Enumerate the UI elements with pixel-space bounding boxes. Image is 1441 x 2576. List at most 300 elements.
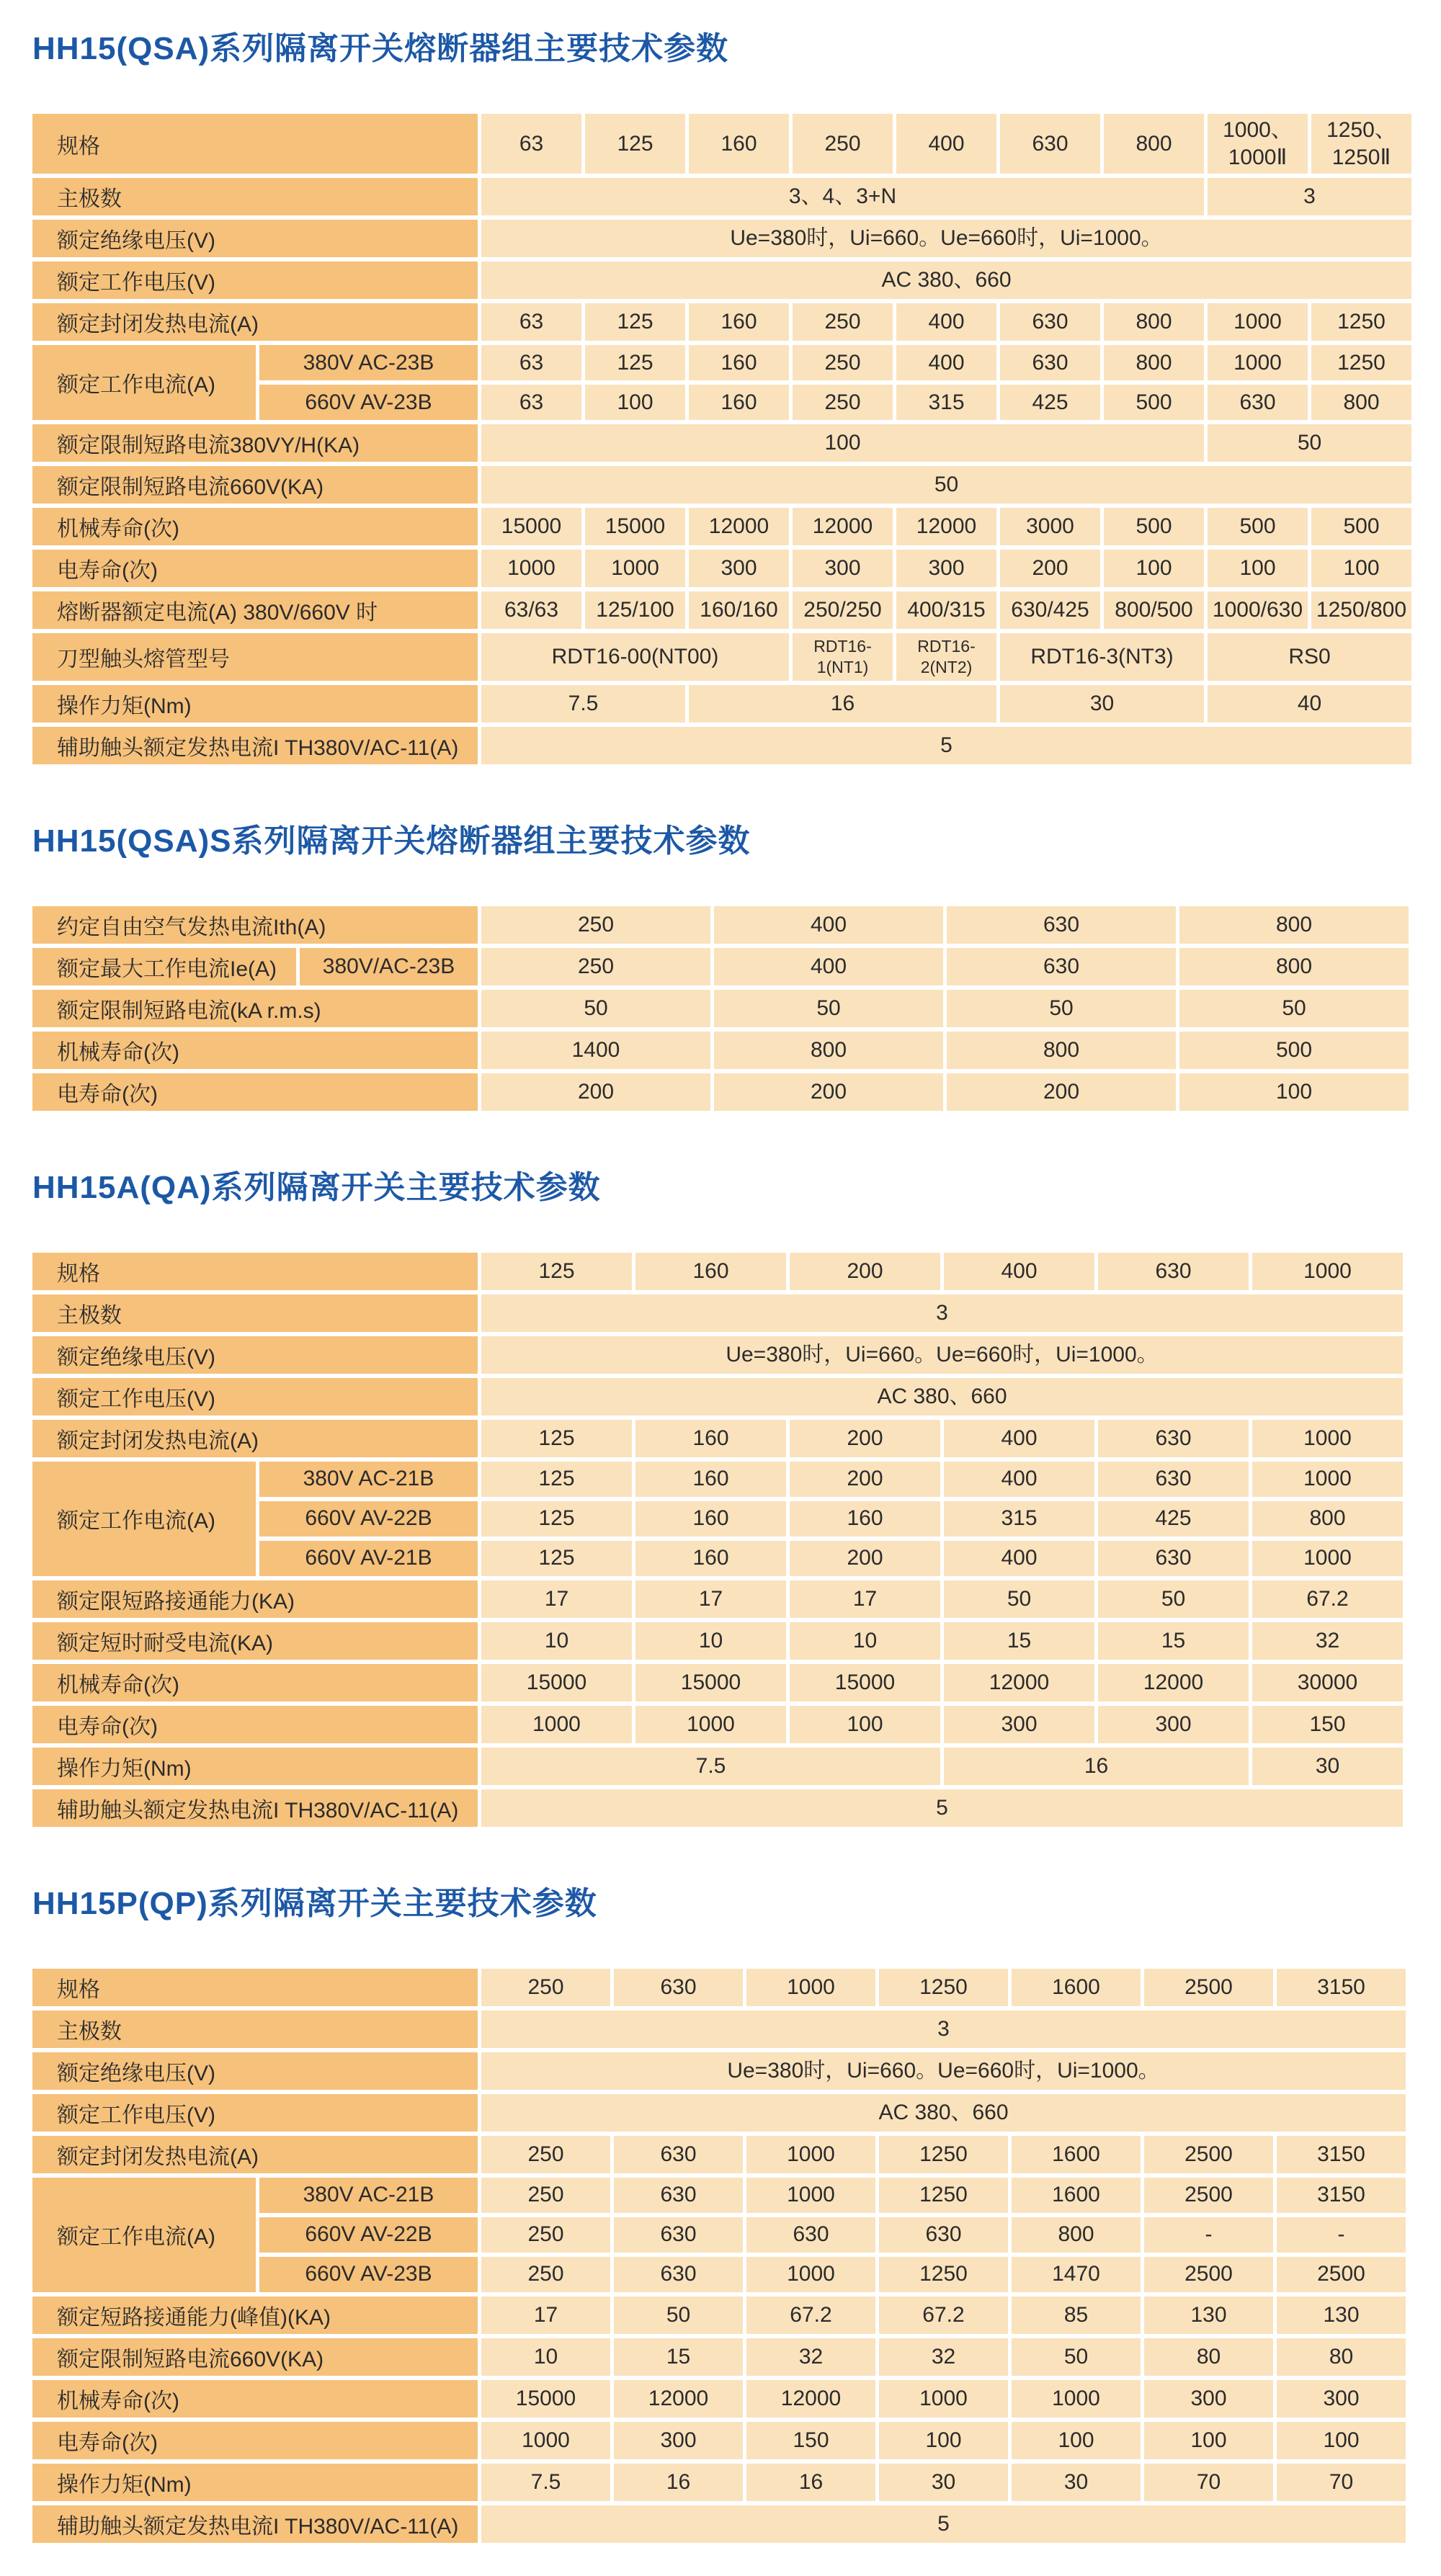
cell-value: 1000 — [1208, 345, 1308, 380]
cell-value: 1000 — [1012, 2380, 1141, 2418]
table-row — [32, 2178, 1406, 2213]
row-label: 额定工作电流(A) — [32, 345, 256, 420]
spec-section-qsa-s — [32, 823, 1419, 1115]
row-label: 电寿命(次) — [32, 2422, 478, 2459]
row-label: 电寿命(次) — [32, 1073, 478, 1111]
table-row — [32, 1378, 1403, 1416]
cell-value: 250 — [793, 385, 893, 420]
cell-value: 1000 — [746, 1969, 875, 2006]
cell-value: 100 — [1277, 2422, 1406, 2459]
cell-value: 3、4、3+N — [481, 178, 1204, 215]
cell-value: 630 — [1208, 385, 1308, 420]
cell-value: 200 — [1000, 550, 1100, 587]
row-label: 主极数 — [32, 178, 478, 215]
cell-value: RS0 — [1208, 633, 1411, 681]
row-label: 额定短路接通能力(峰值)(KA) — [32, 2297, 478, 2334]
cell-value: 150 — [746, 2422, 875, 2459]
cell-value: 200 — [790, 1253, 940, 1290]
table-row — [32, 1294, 1403, 1332]
spec-table-hh15a-qa — [32, 1248, 1419, 1831]
cell-value: Ue=380时，Ui=660。Ue=660时，Ui=1000。 — [481, 220, 1411, 257]
table-row — [32, 2136, 1406, 2173]
cell-value: RDT16-2(NT2) — [896, 633, 996, 681]
cell-value: 15000 — [635, 1664, 786, 1701]
section-title: HH15P(QP)系列隔离开关主要技术参数 — [32, 1885, 597, 1921]
cell-value: 15000 — [481, 2380, 610, 2418]
row-label: 额定工作电流(A) — [32, 1462, 256, 1576]
cell-value: 160 — [635, 1253, 786, 1290]
table-row — [32, 220, 1411, 257]
cell-value: 3150 — [1277, 2178, 1406, 2213]
table-row — [32, 424, 1411, 462]
cell-value: 32 — [879, 2338, 1008, 2376]
cell-value: 70 — [1144, 2464, 1273, 2501]
cell-value: AC 380、660 — [481, 261, 1411, 299]
cell-value: 2500 — [1277, 2257, 1406, 2292]
cell-value: 1000 — [481, 550, 581, 587]
table-row — [32, 2505, 1406, 2543]
cell-value: 630 — [614, 2257, 743, 2292]
cell-value: 125 — [585, 303, 685, 341]
row-sublabel: 660V AV-23B — [259, 385, 478, 420]
cell-value: 250 — [793, 345, 893, 380]
cell-value: 400 — [714, 948, 943, 985]
section-title: HH15(QSA)系列隔离开关熔断器组主要技术参数 — [32, 31, 729, 66]
cell-value: 32 — [746, 2338, 875, 2376]
table-row — [32, 2297, 1406, 2334]
row-label: 操作力矩(Nm) — [32, 1748, 478, 1785]
cell-value: 1000、1000Ⅱ — [1208, 114, 1308, 174]
cell-value: 100 — [1311, 550, 1411, 587]
cell-value: 1470 — [1012, 2257, 1141, 2292]
row-label: 辅助触头额定发热电流I TH380V/AC-11(A) — [32, 2505, 478, 2543]
row-label: 约定自由空气发热电流Ith(A) — [32, 906, 478, 944]
cell-value: 315 — [896, 385, 996, 420]
cell-value: 400 — [896, 114, 996, 174]
cell-value: 63 — [481, 345, 581, 380]
cell-value: 125 — [481, 1462, 632, 1497]
cell-value: 67.2 — [746, 2297, 875, 2334]
table-row — [32, 1032, 1409, 1069]
cell-value: 63 — [481, 114, 581, 174]
cell-value: 500 — [1179, 1032, 1409, 1069]
cell-value: 100 — [790, 1706, 940, 1743]
cell-value: 12000 — [1098, 1664, 1249, 1701]
row-sublabel: 380V AC-21B — [259, 1462, 478, 1497]
cell-value: 800 — [1012, 2217, 1141, 2253]
cell-value: 160/160 — [689, 591, 789, 629]
cell-value: 400 — [944, 1541, 1094, 1576]
cell-value: 630 — [614, 2217, 743, 2253]
cell-value: 250 — [481, 2217, 610, 2253]
cell-value: 200 — [481, 1073, 710, 1111]
row-label: 电寿命(次) — [32, 550, 478, 587]
row-label: 主极数 — [32, 1294, 478, 1332]
cell-value: 63 — [481, 303, 581, 341]
spec-table-hh15p-qp — [32, 1964, 1419, 2547]
row-label: 额定工作电流(A) — [32, 2178, 256, 2292]
row-label: 主极数 — [32, 2011, 478, 2048]
row-label: 额定限短路接通能力(KA) — [32, 1580, 478, 1618]
row-label: 刀型触头熔管型号 — [32, 633, 478, 681]
row-label: 额定封闭发热电流(A) — [32, 2136, 478, 2173]
cell-value: 1600 — [1012, 2178, 1141, 2213]
cell-value: 160 — [635, 1501, 786, 1537]
cell-value: 250 — [793, 303, 893, 341]
cell-value: 1250 — [879, 2136, 1008, 2173]
cell-value: 125 — [481, 1420, 632, 1457]
cell-value: 425 — [1000, 385, 1100, 420]
cell-value: 630 — [1098, 1462, 1249, 1497]
cell-value: 125 — [585, 345, 685, 380]
cell-value: 1250 — [879, 2257, 1008, 2292]
row-label: 额定限制短路电流380VY/H(KA) — [32, 424, 478, 462]
cell-value: 300 — [1144, 2380, 1273, 2418]
cell-value: 630 — [879, 2217, 1008, 2253]
cell-value: 50 — [481, 466, 1411, 504]
cell-value: 125 — [481, 1253, 632, 1290]
cell-value: 100 — [1144, 2422, 1273, 2459]
cell-value: 160 — [689, 114, 789, 174]
cell-value: RDT16-00(NT00) — [481, 633, 789, 681]
cell-value: 67.2 — [1252, 1580, 1403, 1618]
row-label: 操作力矩(Nm) — [32, 685, 478, 723]
cell-value: 160 — [689, 385, 789, 420]
cell-value: 250 — [793, 114, 893, 174]
cell-value: 630 — [1098, 1253, 1249, 1290]
row-sublabel: 660V AV-22B — [259, 1501, 478, 1537]
cell-value: 500 — [1311, 508, 1411, 545]
cell-value: 400 — [944, 1253, 1094, 1290]
cell-value: 3150 — [1277, 2136, 1406, 2173]
cell-value: 500 — [1104, 385, 1204, 420]
cell-value: 17 — [635, 1580, 786, 1618]
row-label: 额定限制短路电流(kA r.m.s) — [32, 990, 478, 1027]
cell-value: 85 — [1012, 2297, 1141, 2334]
row-sublabel: 380V AC-21B — [259, 2178, 478, 2213]
cell-value: 100 — [585, 385, 685, 420]
cell-value: 3000 — [1000, 508, 1100, 545]
row-label: 额定短时耐受电流(KA) — [32, 1622, 478, 1660]
cell-value: 12000 — [689, 508, 789, 545]
cell-value: 30 — [1012, 2464, 1141, 2501]
cell-value: 125 — [481, 1501, 632, 1537]
row-label: 熔断器额定电流(A) 380V/660V 时 — [32, 591, 478, 629]
row-label: 电寿命(次) — [32, 1706, 478, 1743]
cell-value: 500 — [1104, 508, 1204, 545]
cell-value: 10 — [635, 1622, 786, 1660]
row-label: 额定工作电压(V) — [32, 261, 478, 299]
row-label: 规格 — [32, 1969, 478, 2006]
cell-value: 250 — [481, 906, 710, 944]
cell-value: 2500 — [1144, 2257, 1273, 2292]
cell-value: 1600 — [1012, 1969, 1141, 2006]
row-sublabel: 660V AV-21B — [259, 1541, 478, 1576]
row-label: 额定绝缘电压(V) — [32, 1336, 478, 1374]
cell-value: 630/425 — [1000, 591, 1100, 629]
cell-value: 70 — [1277, 2464, 1406, 2501]
cell-value: 160 — [635, 1420, 786, 1457]
cell-value: 1000 — [746, 2178, 875, 2213]
table-row — [32, 591, 1411, 629]
cell-value: 16 — [746, 2464, 875, 2501]
table-row — [32, 633, 1411, 681]
cell-value: 17 — [790, 1580, 940, 1618]
table-row — [32, 303, 1411, 341]
section-title: HH15(QSA)S系列隔离开关熔断器组主要技术参数 — [32, 823, 751, 859]
cell-value: 160 — [689, 303, 789, 341]
cell-value: 250 — [481, 2136, 610, 2173]
cell-value: 630 — [1000, 345, 1100, 380]
cell-value: 300 — [1098, 1706, 1249, 1743]
cell-value: - — [1277, 2217, 1406, 2253]
cell-value: 1000 — [746, 2257, 875, 2292]
table-row — [32, 178, 1411, 215]
cell-value: Ue=380时，Ui=660。Ue=660时，Ui=1000。 — [481, 1336, 1403, 1374]
cell-value: 300 — [793, 550, 893, 587]
cell-value: 1400 — [481, 1032, 710, 1069]
cell-value: 12000 — [614, 2380, 743, 2418]
table-row — [32, 2464, 1406, 2501]
cell-value: 100 — [879, 2422, 1008, 2459]
cell-value: 50 — [1098, 1580, 1249, 1618]
row-label: 额定绝缘电压(V) — [32, 2052, 478, 2090]
cell-value: 315 — [944, 1501, 1094, 1537]
row-label: 额定工作电压(V) — [32, 1378, 478, 1416]
cell-value: 630 — [947, 906, 1176, 944]
cell-value: 30000 — [1252, 1664, 1403, 1701]
cell-value: 630 — [947, 948, 1176, 985]
section-title: HH15A(QA)系列隔离开关主要技术参数 — [32, 1169, 601, 1205]
cell-value: 16 — [614, 2464, 743, 2501]
row-label: 机械寿命(次) — [32, 1664, 478, 1701]
cell-value: 800 — [1252, 1501, 1403, 1537]
cell-value: 17 — [481, 2297, 610, 2334]
row-label: 额定工作电压(V) — [32, 2094, 478, 2132]
table-row — [32, 1336, 1403, 1374]
cell-value: 3 — [481, 2011, 1406, 2048]
cell-value: 1000 — [585, 550, 685, 587]
cell-value: 15000 — [481, 508, 581, 545]
cell-value: 400 — [944, 1462, 1094, 1497]
cell-value: 200 — [947, 1073, 1176, 1111]
cell-value: 50 — [1208, 424, 1411, 462]
cell-value: 30 — [1252, 1748, 1403, 1785]
cell-value: 100 — [1104, 550, 1204, 587]
cell-value: 50 — [944, 1580, 1094, 1618]
cell-value: 130 — [1277, 2297, 1406, 2334]
cell-value: 160 — [689, 345, 789, 380]
row-label: 额定封闭发热电流(A) — [32, 303, 478, 341]
cell-value: 30 — [879, 2464, 1008, 2501]
table-row — [32, 2011, 1406, 2048]
table-row — [32, 1073, 1409, 1111]
cell-value: 15000 — [790, 1664, 940, 1701]
table-row — [32, 1462, 1403, 1497]
cell-value: 200 — [714, 1073, 943, 1111]
cell-value: 17 — [481, 1580, 632, 1618]
spec-section-qp — [32, 1885, 1419, 2547]
cell-value: 2500 — [1144, 2136, 1273, 2173]
cell-value: 7.5 — [481, 685, 685, 723]
cell-value: 160 — [790, 1501, 940, 1537]
cell-value: 1250 — [1311, 345, 1411, 380]
cell-value: 300 — [1277, 2380, 1406, 2418]
cell-value: RDT16-3(NT3) — [1000, 633, 1204, 681]
cell-value: 200 — [790, 1541, 940, 1576]
cell-value: 1600 — [1012, 2136, 1141, 2173]
row-label: 额定最大工作电流Ie(A) — [32, 948, 296, 985]
row-label: 规格 — [32, 1253, 478, 1290]
table-row — [32, 1580, 1403, 1618]
table-row — [32, 1622, 1403, 1660]
cell-value: 1250/800 — [1311, 591, 1411, 629]
spec-table — [29, 902, 1412, 1115]
cell-value: 250/250 — [793, 591, 893, 629]
cell-value: 200 — [790, 1462, 940, 1497]
cell-value: 1000 — [1208, 303, 1308, 341]
cell-value: 250 — [481, 948, 710, 985]
cell-value: 1000 — [746, 2136, 875, 2173]
cell-value: 800/500 — [1104, 591, 1204, 629]
cell-value: 125 — [585, 114, 685, 174]
cell-value: 400 — [944, 1420, 1094, 1457]
table-row — [32, 1789, 1403, 1827]
row-label: 辅助触头额定发热电流I TH380V/AC-11(A) — [32, 727, 478, 764]
cell-value: 425 — [1098, 1501, 1249, 1537]
cell-value: 12000 — [944, 1664, 1094, 1701]
table-row — [32, 1748, 1403, 1785]
spec-table — [29, 109, 1415, 769]
spec-table-hh15-qsa — [32, 109, 1419, 769]
cell-value: 125 — [481, 1541, 632, 1576]
cell-value: 15000 — [481, 1664, 632, 1701]
cell-value: 630 — [1000, 114, 1100, 174]
cell-value: 1000 — [1252, 1420, 1403, 1457]
cell-value: 5 — [481, 727, 1411, 764]
cell-value: 1000 — [1252, 1462, 1403, 1497]
cell-value: 12000 — [793, 508, 893, 545]
row-sublabel: 660V AV-22B — [259, 2217, 478, 2253]
row-label: 额定绝缘电压(V) — [32, 220, 478, 257]
row-sublabel: 660V AV-23B — [259, 2257, 478, 2292]
table-row — [32, 508, 1411, 545]
cell-value: 500 — [1208, 508, 1308, 545]
cell-value: 1000 — [1252, 1541, 1403, 1576]
table-row — [32, 2338, 1406, 2376]
cell-value: 150 — [1252, 1706, 1403, 1743]
cell-value: 15 — [944, 1622, 1094, 1660]
table-row — [32, 2094, 1406, 2132]
cell-value: 63/63 — [481, 591, 581, 629]
row-label: 机械寿命(次) — [32, 2380, 478, 2418]
cell-value: 800 — [1104, 114, 1204, 174]
table-row — [32, 906, 1409, 944]
table-row — [32, 466, 1411, 504]
spec-table — [29, 1964, 1409, 2547]
cell-value: 50 — [947, 990, 1176, 1027]
cell-value: 630 — [614, 1969, 743, 2006]
table-row — [32, 990, 1409, 1027]
cell-value: 800 — [1104, 303, 1204, 341]
spec-section-qa — [32, 1169, 1419, 1831]
cell-value: 15 — [614, 2338, 743, 2376]
table-row — [32, 1969, 1406, 2006]
cell-value: 5 — [481, 1789, 1403, 1827]
row-sublabel: 380V AC-23B — [259, 345, 478, 380]
cell-value: 800 — [1311, 385, 1411, 420]
row-label: 额定限制短路电流660V(KA) — [32, 466, 478, 504]
cell-value: 200 — [790, 1420, 940, 1457]
row-label: 规格 — [32, 114, 478, 174]
cell-value: 30 — [1000, 685, 1204, 723]
table-row — [32, 2422, 1406, 2459]
cell-value: 12000 — [746, 2380, 875, 2418]
cell-value: 100 — [1012, 2422, 1141, 2459]
cell-value: 50 — [1012, 2338, 1141, 2376]
cell-value: 2500 — [1144, 1969, 1273, 2006]
cell-value: 400/315 — [896, 591, 996, 629]
cell-value: 1000/630 — [1208, 591, 1308, 629]
cell-value: 160 — [635, 1541, 786, 1576]
cell-value: 10 — [481, 2338, 610, 2376]
cell-value: 300 — [614, 2422, 743, 2459]
spec-table — [29, 1248, 1406, 1831]
cell-value: 3 — [1208, 178, 1411, 215]
cell-value: 3 — [481, 1294, 1403, 1332]
table-row — [32, 948, 1409, 985]
cell-value: 50 — [481, 990, 710, 1027]
row-label: 操作力矩(Nm) — [32, 2464, 478, 2501]
cell-value: 630 — [1000, 303, 1100, 341]
row-label: 辅助触头额定发热电流I TH380V/AC-11(A) — [32, 1789, 478, 1827]
cell-value: 15000 — [585, 508, 685, 545]
cell-value: 12000 — [896, 508, 996, 545]
cell-value: 630 — [1098, 1541, 1249, 1576]
cell-value: 2500 — [1144, 2178, 1273, 2213]
cell-value: 800 — [947, 1032, 1176, 1069]
cell-value: 1000 — [635, 1706, 786, 1743]
cell-value: 250 — [481, 2257, 610, 2292]
cell-value: 1000 — [879, 2380, 1008, 2418]
table-row — [32, 1420, 1403, 1457]
cell-value: RDT16-1(NT1) — [793, 633, 893, 681]
cell-value: 130 — [1144, 2297, 1273, 2334]
spec-section-qsa — [32, 30, 1419, 769]
cell-value: 80 — [1144, 2338, 1273, 2376]
table-row — [32, 727, 1411, 764]
cell-value: 10 — [790, 1622, 940, 1660]
table-row — [32, 1664, 1403, 1701]
row-label: 额定限制短路电流660V(KA) — [32, 2338, 478, 2376]
cell-value: 125/100 — [585, 591, 685, 629]
cell-value: 1000 — [1252, 1253, 1403, 1290]
cell-value: 15 — [1098, 1622, 1249, 1660]
cell-value: Ue=380时，Ui=660。Ue=660时，Ui=1000。 — [481, 2052, 1406, 2090]
cell-value: 3150 — [1277, 1969, 1406, 2006]
table-row — [32, 2380, 1406, 2418]
cell-value: 40 — [1208, 685, 1411, 723]
cell-value: 250 — [481, 1969, 610, 2006]
cell-value: 50 — [714, 990, 943, 1027]
cell-value: 630 — [1098, 1420, 1249, 1457]
cell-value: 16 — [689, 685, 996, 723]
cell-value: 100 — [1179, 1073, 1409, 1111]
cell-value: 10 — [481, 1622, 632, 1660]
cell-value: 630 — [614, 2178, 743, 2213]
cell-value: 160 — [635, 1462, 786, 1497]
cell-value: 1250 — [1311, 303, 1411, 341]
